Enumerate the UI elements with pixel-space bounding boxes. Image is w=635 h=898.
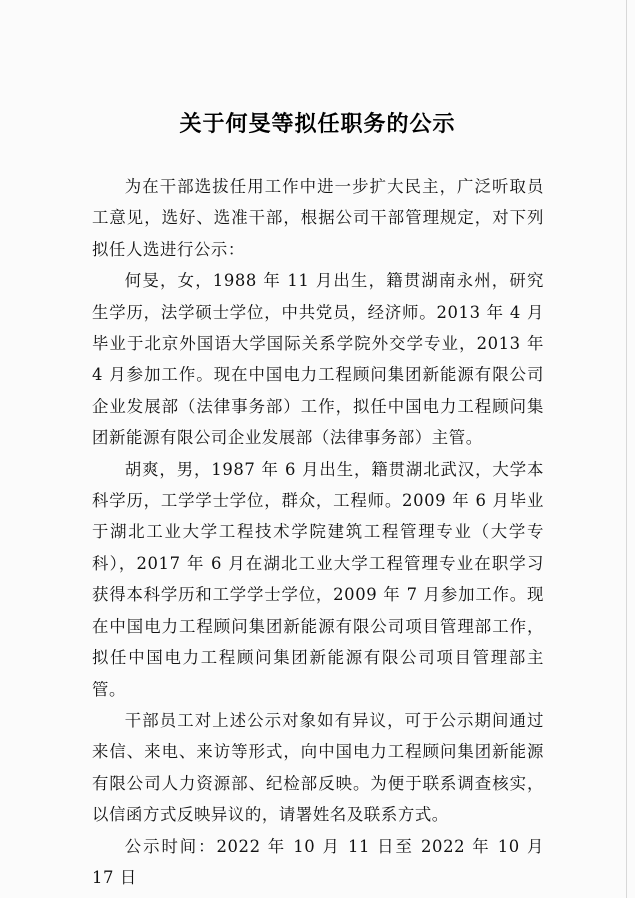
- publicity-period: 公示时间：2022 年 10 月 11 日至 2022 年 10 月 17 日: [92, 836, 544, 887]
- document-body: [92, 171, 544, 893]
- objection-paragraph: 干部员工对上述公示对象如有异议，可于公示期间通过来信、来电、来访等形式，向中国电力工程顾问集团新能源有限公司人力资源部、纪检部反映。为便于联系调查核实，以信函方式反映异议的，请署姓名及联系方式。: [92, 710, 544, 825]
- intro-paragraph: 为在干部选拔任用工作中进一步扩大民主，广泛听取员工意见，选好、选准干部，根据公司干部管理规定，对下列拟任人选进行公示：: [92, 177, 544, 259]
- candidate-hu-paragraph: 胡爽，男，1987 年 6 月出生，籍贯湖北武汉，大学本科学历，工学学士学位，群众，工程师。2009 年 6 月毕业于湖北工业大学工程技术学院建筑工程管理专业（大学专科），2017 年 6 月在湖北工业大学工程管理专业在职学习获得本科学历和工学学士学位，2009 年 7 月参加工作。现在中国电力工程顾问集团新能源有限公司项目管理部工作，拟任中国电力工程顾问集团新能源有限公司项目管理部主管。: [92, 459, 544, 699]
- candidate-he-paragraph: 何旻，女，1988 年 11 月出生，籍贯湖南永州，研究生学历，法学硕士学位，中共党员，经济师。2013 年 4 月毕业于北京外国语大学国际关系学院外交学专业，2013 年 4 月参加工作。现在中国电力工程顾问集团新能源有限公司企业发展部（法律事务部）工作，拟任中国电力工程顾问集团新能源有限公司企业发展部（法律事务部）主管。: [92, 271, 544, 448]
- document-title: 关于何旻等拟任职务的公示: [179, 111, 456, 137]
